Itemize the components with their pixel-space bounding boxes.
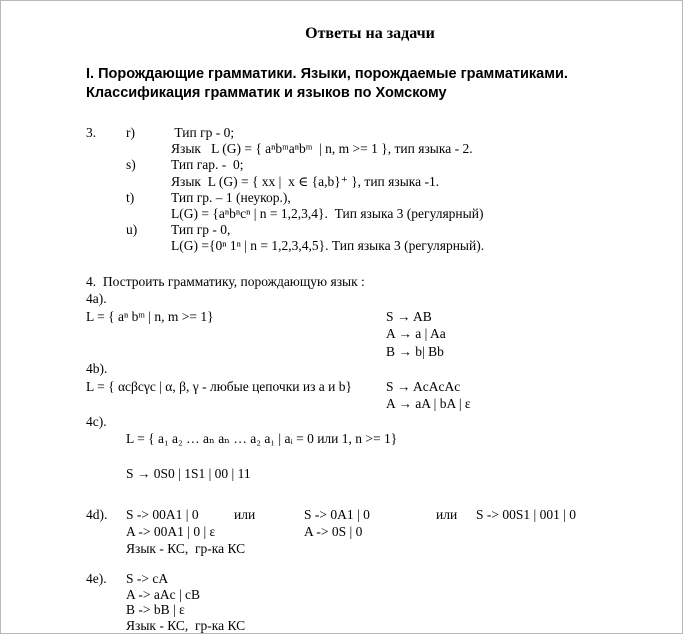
problem-4d-language-note: Язык - КС, гр-ка КС (126, 541, 246, 557)
part-r-type-line: Тип гр - 0; (171, 125, 235, 140)
doc-title: Ответы на задачи (305, 25, 435, 42)
problem-3-row-t-type (86, 190, 654, 206)
problem-3-row-s-lang (86, 174, 654, 190)
or-word-1: или (234, 507, 256, 523)
problem-4b-row1 (86, 378, 654, 396)
problem-4c-language: L = { a₁ a₂ … aₙ aₙ … a₂ a₁ | aᵢ = 0 или 1, n >= 1} (126, 431, 398, 447)
part-s-language-line: Язык L (G) = { xx | x ∈ {a,b}⁺ }, тип языка -1. (171, 173, 440, 189)
problem-4e-row1 (86, 571, 654, 587)
section-heading-line2: Классификация грамматик и языков по Хомскому (86, 85, 447, 101)
problem-4d-row2 (86, 523, 654, 540)
problem-4a-rule-3: B → b| Bb (386, 343, 444, 359)
part-letter-u: u) (126, 222, 138, 238)
problem-4a-rule-2: A → a | Aa (386, 326, 446, 342)
problem-4d-variant1-rule1: S -> 00A1 | 0 (126, 507, 199, 523)
section-heading (86, 65, 654, 103)
problem-4e-rule-3: B -> bB | ε (126, 602, 185, 618)
problem-3-number: 3. (86, 125, 97, 140)
or-word-2: или (436, 507, 458, 523)
problem-3-row-u-type (86, 222, 654, 238)
problem-4d-variant2-rule1: S -> 0A1 | 0 (304, 507, 370, 523)
problem-3-row-t-lang (86, 206, 654, 222)
problem-4a-row3 (86, 343, 654, 361)
problem-4b-rule-2: A → aA | bA | ε (386, 396, 471, 412)
problem-4d-variant1-rule2: A -> 00A1 | 0 | ε (126, 524, 216, 540)
problem-4e-row3 (86, 602, 654, 618)
problem-4-intro: 4. Построить грамматику, порождающую язык : (86, 273, 365, 289)
section-heading-line1: I. Порождающие грамматики. Языки, порождаемые грамматиками. (86, 66, 568, 82)
problem-4c-rule: S → 0S0 | 1S1 | 00 | 11 (126, 465, 251, 481)
part-letter-r: r) (126, 125, 135, 140)
part-t-language-line: L(G) = {aⁿbⁿcⁿ | n = 1,2,3,4}. Тип языка 3 (регулярный) (171, 206, 484, 222)
problem-4b-rule-1: S → AcAcAc (386, 378, 461, 394)
blank-line (86, 448, 654, 465)
problem-4d (86, 506, 654, 557)
problem-4b-label: 4b). (86, 361, 108, 377)
problem-4e-rule-1: S -> cA (126, 571, 169, 587)
problem-4d-row3 (86, 540, 654, 557)
part-u-type-line: Тип гр - 0, (171, 222, 231, 238)
problem-4a-label: 4a). (86, 291, 107, 307)
problem-4d-row1 (86, 506, 654, 523)
problem-4 (86, 273, 654, 483)
part-letter-t: t) (126, 189, 135, 205)
part-t-type-line: Тип гр. – 1 (неукор.), (171, 189, 291, 205)
problem-4a-rule-1: S → AB (386, 308, 432, 324)
problem-4a-row1 (86, 308, 654, 326)
problem-4d-variant3-rule1: S -> 00S1 | 001 | 0 (476, 507, 577, 523)
problem-3-row-r-lang (86, 141, 654, 157)
problem-4e-row4 (86, 618, 654, 634)
problem-4e-language-note: Язык - КС, гр-ка КС (126, 617, 246, 633)
problem-4d-variant2-rule2: A -> 0S | 0 (304, 524, 363, 540)
problem-4a-language: L = { aⁿ bᵐ | n, m >= 1} (86, 308, 214, 324)
problem-3-row-r-type (86, 125, 654, 141)
part-u-language-line: L(G) ={0ⁿ 1ⁿ | n = 1,2,3,4,5}. Тип языка 3 (регулярный). (171, 238, 485, 254)
problem-4b-row2 (86, 395, 654, 413)
problem-3-row-u-lang (86, 238, 654, 254)
problem-4d-label: 4d). (86, 507, 108, 523)
problem-3-row-s-type (86, 157, 654, 173)
part-letter-s: s) (126, 157, 136, 173)
problem-4e-rule-2: A -> aAc | cB (126, 586, 201, 602)
part-r-language-line: Язык L (G) = { aⁿbᵐaⁿbᵐ | n, m >= 1 }, тип языка - 2. (171, 141, 473, 157)
problem-4b-language: L = { αcβcγc | α, β, γ - любые цепочки из a и b} (86, 378, 352, 394)
problem-4e-row2 (86, 587, 654, 603)
problem-4e-label: 4e). (86, 571, 107, 587)
part-s-type-line: Тип гар. - 0; (171, 157, 244, 173)
problem-4a-row2 (86, 325, 654, 343)
problem-3 (86, 125, 654, 255)
problem-4e (86, 571, 654, 633)
problem-4c-label: 4c). (86, 413, 107, 429)
